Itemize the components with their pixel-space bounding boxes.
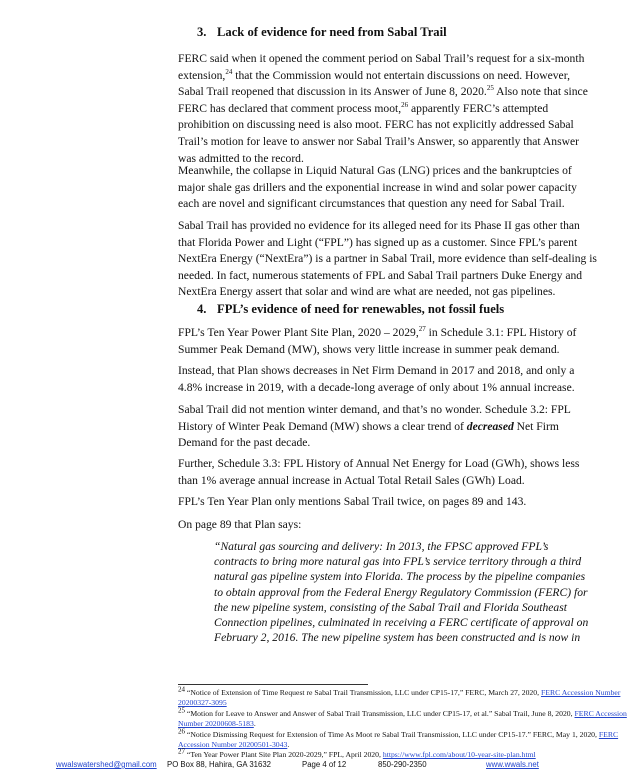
- text-run: History of Winter Peak Demand (MW) shows a clear trend of: [178, 419, 467, 433]
- footer-page-number: Page 4 of 12: [302, 760, 347, 769]
- text-line: FPL’s Ten Year Plan only mentions Sabal Trail twice, on pages 89 and 143.: [178, 495, 527, 508]
- text-line: Sabal Trail did not mention winter demand, and that’s no wonder. Schedule 3.2: FPL: [178, 403, 571, 416]
- text-line: needed. In fact, numerous statements of FPL and Sabal Trail partners Duke Energy and: [178, 268, 583, 282]
- text-line: major shale gas drillers and the exponential increase in wind and solar power capacity: [178, 180, 577, 194]
- text-run: Net Firm: [513, 419, 559, 433]
- text-line: [178, 101, 560, 118]
- quote-line: February 2, 2016. The new pipeline system has been constructed and is now in: [214, 631, 581, 645]
- text-line: NextEra Energy (“NextEra”) is a partner in Sabal Trail, more evidence than self-dealing is: [178, 252, 597, 266]
- footnote-number: 24: [178, 685, 185, 694]
- text-line: Meanwhile, the collapse in Liquid Natural Gas (LNG) prices and the bankruptcies of: [178, 164, 572, 177]
- footnote-25: [178, 706, 627, 719]
- footnotes: [178, 685, 627, 761]
- ferc-accession-link[interactable]: Accession Number 20200501-3043: [178, 740, 288, 750]
- paragraph-ferc-comment-period: [178, 51, 588, 167]
- text-run: Sabal Trail reopened that discussion in its Answer of June 8, 2020.: [178, 85, 487, 99]
- paragraph-mentions: [178, 494, 560, 511]
- text-run: that the Commission would not entertain discussions on need. However,: [232, 68, 570, 82]
- text-line: Further, Schedule 3.3: FPL History of Annual Net Energy for Load (GWh), shows less: [178, 457, 580, 470]
- text-line: Instead, that Plan shows decreases in Net Firm Demand in 2017 and 2018, and only a: [178, 364, 575, 377]
- text-line: Sabal Trail has provided no evidence for its alleged need for its Phase II gas other than: [178, 219, 580, 232]
- footnote-text: “Ten Year Power Plant Site Plan 2020-2029,” FPL, April 2020,: [185, 750, 383, 760]
- quote-line: “Natural gas sourcing and delivery: In 2013, the FPSC approved FPL’s: [214, 540, 549, 553]
- quote-line: the new pipeline system, consisting of the Sabal Trail and Florida Southeast: [214, 600, 567, 614]
- text-line: [178, 325, 577, 342]
- paragraph-ten-year-plan: [178, 325, 577, 358]
- footer-website-link[interactable]: www.wwals.net: [486, 760, 539, 769]
- section-4-title: FPL’s evidence of need for renewables, not fossil fuels: [217, 302, 505, 316]
- footnote-number: 26: [178, 727, 185, 736]
- paragraph-annual-net-energy: [178, 456, 580, 489]
- ferc-accession-link[interactable]: 20200327-3095: [178, 698, 227, 708]
- paragraph-page-89: [178, 517, 560, 534]
- text-line: that Florida Power and Light (“FPL”) has signed up as a customer. Since FPL’s parent: [178, 235, 578, 249]
- footer-address: PO Box 88, Hahira, GA 31632: [167, 760, 272, 769]
- text-line: each are novel and significant circumstances that question any need for Sabal Trail.: [178, 197, 565, 211]
- text-run: in Schedule 3.1: FPL History of: [425, 326, 577, 339]
- footnote-text: “Motion for Leave to Answer and Answer of Sabal Trail Transmission, LLC under CP15-17, et al.” Sabal Trail, June 8, 2020,: [185, 708, 575, 718]
- footer-phone: 850-290-2350: [378, 760, 427, 769]
- text-line: NextEra Energy assert that solar and wind are what are needed, not gas pipelines.: [178, 285, 556, 299]
- paragraph-winter-demand: [178, 402, 571, 452]
- footnote-text: “Notice Dismissing Request for Extension of Time As Moot re Sabal Trail Transmission, LLC under CP15-17.” FERC, May 1, 2020,: [185, 729, 599, 739]
- footnote-number: 25: [178, 706, 185, 715]
- text-run: FPL’s Ten Year Power Plant Site Plan, 2020 – 2029,: [178, 326, 419, 339]
- footnote-24: [178, 685, 621, 698]
- text-line: than 1% average annual increase in Actual Total Retail Sales (GWh) Load.: [178, 473, 525, 487]
- quote-line: natural gas pipeline system into Florida. The process by the pipeline companies: [214, 570, 586, 584]
- text-line: was admitted to the record.: [178, 151, 304, 165]
- text-line: [178, 84, 588, 101]
- text-line: FERC said when it opened the comment period on Sabal Trail’s request for a six-month: [178, 52, 585, 65]
- section-3-title: Lack of evidence for need from Sabal Trail: [217, 25, 447, 39]
- footnote-number: 27: [178, 747, 185, 756]
- text-line: [178, 419, 560, 436]
- footnote-26-cont: [178, 740, 568, 750]
- text-line: Demand for the past decade.: [178, 436, 311, 450]
- footnote-text: “Notice of Extension of Time Request re Sabal Trail Transmission, LLC under CP15-17,” FERC, March 27, 2020,: [185, 688, 541, 697]
- text-run: extension,: [178, 68, 226, 82]
- text-run: FERC has declared that comment process moot,: [178, 101, 402, 115]
- footnote-text: .: [287, 740, 290, 750]
- ferc-accession-link[interactable]: FERC: [598, 729, 619, 739]
- quote-line: to obtain approval from the Federal Energy Regulatory Commission (FERC) for: [214, 585, 588, 599]
- ferc-accession-link[interactable]: FERC Accession Number: [540, 688, 621, 697]
- footer-email-link[interactable]: wwalswatershed@gmail.com: [56, 760, 157, 769]
- block-quote: [214, 539, 589, 645]
- footnote-25-cont: [178, 719, 568, 729]
- text-line: On page 89 that Plan says:: [178, 518, 302, 531]
- section-4-number: 4.: [197, 302, 207, 316]
- footnote-24-cont: [178, 698, 568, 708]
- paragraph-sabal-trail-evidence: [178, 218, 597, 301]
- ferc-accession-link[interactable]: FERC Accession: [574, 708, 627, 718]
- emphasis-decreased: decreased: [466, 419, 514, 433]
- footnote-ref-27[interactable]: 27: [418, 325, 426, 334]
- text-line: [178, 67, 570, 85]
- footnote-text: .: [253, 719, 256, 729]
- quote-line: Connection pipelines, culminated in receiving a FERC certificate of approval on: [214, 616, 589, 630]
- text-run: Also note that since: [493, 85, 588, 99]
- text-line: 4.8% increase in 2019, with a decade-long average of only about 1% annual increase.: [178, 380, 575, 394]
- fpl-site-plan-link[interactable]: https://www.fpl.com/about/10-year-site-plan.html: [382, 750, 536, 760]
- text-line: Trail’s motion for leave to answer nor Sabal Trail’s Answer, so apparently that Answer: [178, 134, 579, 148]
- paragraph-net-firm-demand: [178, 363, 575, 396]
- footnote-26: [178, 727, 619, 740]
- footnote-ref-24[interactable]: 24: [225, 67, 233, 76]
- footnote-ref-25[interactable]: 25: [486, 84, 494, 93]
- text-line: prohibition on discussing need is also moot. FERC has not explicitly addressed Sabal: [178, 118, 574, 132]
- footnote-ref-26[interactable]: 26: [401, 100, 409, 109]
- text-line: Summer Peak Demand (MW), shows very little increase in summer peak demand.: [178, 342, 560, 356]
- section-3-number: 3.: [197, 25, 207, 39]
- quote-line: contracts to bring more natural gas into FPL’s service territory through a third: [214, 555, 582, 569]
- section-4-heading: [197, 302, 504, 317]
- page-footer: [56, 760, 568, 772]
- ferc-accession-link[interactable]: Number 20200608-5183: [178, 719, 254, 729]
- section-3-heading: [197, 25, 447, 40]
- footnote-divider: [178, 684, 368, 685]
- paragraph-lng-collapse: [178, 163, 577, 213]
- text-run: apparently FERC’s attempted: [408, 101, 549, 115]
